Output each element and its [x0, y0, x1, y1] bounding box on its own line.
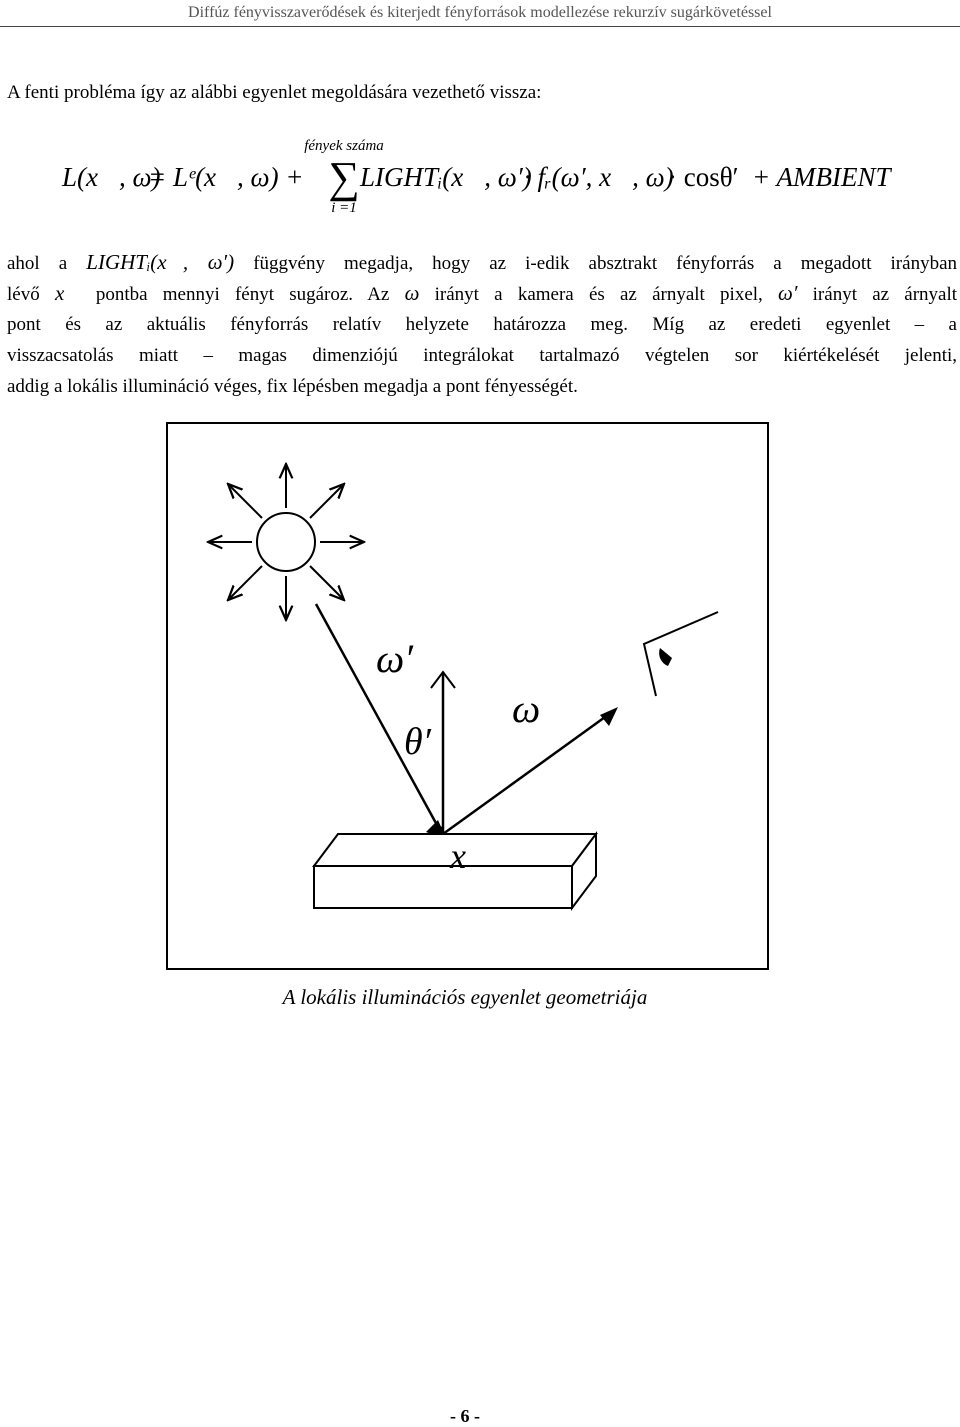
math-x-vector: x⃗ — [54, 281, 81, 305]
illumination-figure — [166, 422, 769, 970]
math-omega-prime: ω′ — [778, 281, 798, 305]
text-run: függvény megadja, hogy az i-edik absztrakt fényforrás a megadott irányban — [253, 253, 957, 274]
label-x-vector: x⃗ — [450, 836, 494, 876]
sun-icon — [208, 464, 364, 620]
sum-symbol: ∑ — [328, 153, 360, 202]
equation-cos: · cosθ′ — [668, 162, 739, 192]
text-run: ahol a — [7, 253, 68, 274]
label-omega-prime: ω′ — [376, 636, 413, 681]
page-number: - 6 - — [450, 1406, 480, 1426]
sum-upper-limit: fények száma — [304, 138, 384, 154]
equation-ambient: + AMBIENT — [752, 162, 891, 192]
explanation-paragraph — [7, 247, 957, 402]
label-omega: ω — [512, 686, 541, 731]
intro-sentence: A fenti probléma így az alábbi egyenlet megoldására vezethető vissza: — [7, 82, 542, 103]
label-theta-prime: θ′ — [404, 721, 431, 763]
paragraph-line-3: pont és az aktuális fényforrás relatív helyzete határozza meg. Míg az eredeti egyenlet – a — [7, 314, 957, 335]
rendering-equation — [0, 132, 960, 222]
equation-brdf: · fᵣ(ω′, x⃗, ω) — [524, 162, 674, 192]
text-run: irányt a kamera és az árnyalt pixel, — [434, 284, 763, 305]
paragraph-line-2 — [7, 278, 957, 309]
sum-lower-limit: i =1 — [331, 200, 357, 216]
text-run: pontba mennyi fényt sugároz. Az — [95, 284, 390, 305]
figure-caption: A lokális illuminációs egyenlet geometriája — [282, 985, 648, 1009]
paragraph-line-1 — [7, 247, 957, 278]
math-omega: ω — [404, 281, 420, 305]
math-light-function: LIGHTᵢ(x⃗, ω′) — [86, 250, 235, 274]
paragraph-line-5: addig a lokális illumináció véges, fix lépésben megadja a pont fényességét. — [7, 376, 578, 397]
text-run: lévő — [7, 284, 40, 305]
running-header: Diffúz fényvisszaverődések és kiterjedt fényforrások modellezése rekurzív sugárkövetéssel — [188, 4, 772, 21]
text-run: irányt az árnyalt — [812, 284, 958, 305]
header-rule — [0, 26, 960, 27]
equation-light: LIGHTᵢ(x⃗, ω′) — [360, 162, 532, 192]
paragraph-line-4: visszacsatolás miatt – magas dimenziójú integrálokat tartalmazó végtelen sor kiértékelését jelenti, — [7, 345, 957, 366]
equation-emission: = Lᵉ(x⃗, ω) + — [148, 162, 304, 192]
equation-lhs: L(x⃗, ω) — [62, 162, 161, 192]
